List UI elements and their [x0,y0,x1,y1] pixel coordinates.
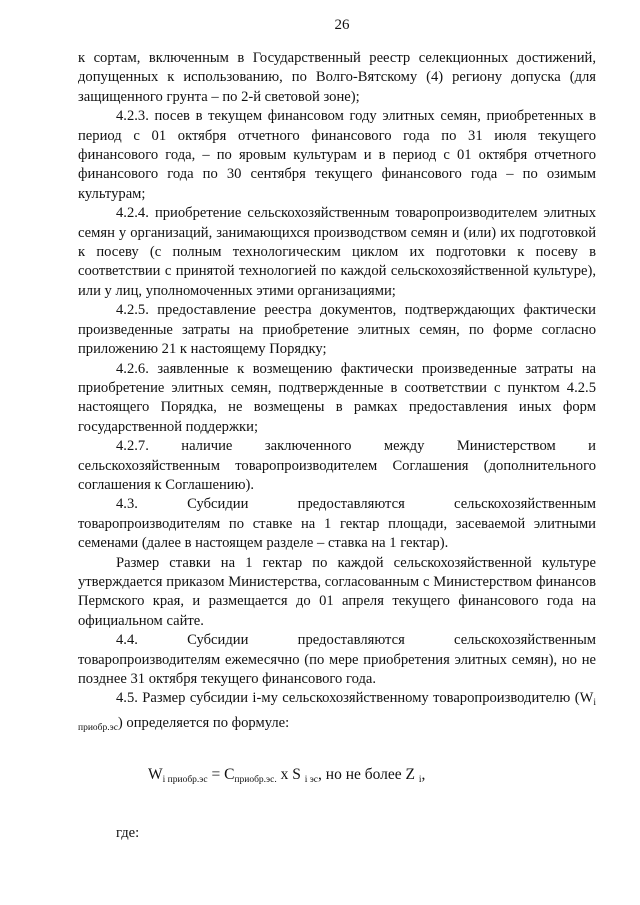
paragraph-4-4: 4.4. Субсидии предоставляются сельскохозяйственным товаропроизводителям ежемесячно (по мере приобретения элитных семян), но не позднее 31 октября текущего финансового года. [78,632,596,687]
where-label: где: [116,825,140,842]
paragraph-4-2-5: 4.2.5. предоставление реестра документов, подтверждающих фактически произведенные затраты на приобретение элитных семян, по форме согласно приложению 21 к настоящему Порядку; [78,302,596,358]
paragraph-4-2-3: 4.2.3. посев в текущем финансовом году элитных семян, приобретенных в период с 01 октября отчетного финансового года по 31 июля текущего финансового года, – по яровым культурам и в период с 01 октября отчетного финансового года по 30 сентября текущего финансового года – по озимым культурам; [78,108,596,202]
paragraph-4-2-7: 4.2.7. наличие заключенного между Министерством и сельскохозяйственным товаропроизводителем Соглашения (дополнительного соглашения к Соглашению). [78,438,596,493]
subsidy-formula [78,765,596,790]
paragraph-rate-size: Размер ставки на 1 гектар по каждой сельскохозяйственной культуре утверждается приказом Министерства, согласованным с Министерством финансов Пермского края, и размещается до 01 апреля текущего финансового года на официальном сайте. [78,554,596,629]
formula-s-subscript: i эс [304,775,319,786]
formula-eq-c: = C [207,766,235,784]
formula-end: , [421,766,426,784]
paragraph-4-2-6: 4.2.6. заявленные к возмещению фактически произведенные затраты на приобретение элитных семян, подтвержденные в соответствии с пунктом 4.2.5 настоящего Порядка, не возмещены в рамках предоставления иных форм государственной поддержки; [78,360,596,435]
paragraph-continuation: к сортам, включенным в Государственный реестр селекционных достижений, допущенных к использованию, по Волго-Вятскому (4) региону допуска (для защищенного грунта – по 2-й световой зоне); [78,50,596,105]
paragraph-4-5-lead: 4.5. Размер субсидии i-му сельскохозяйственному товаропроизводителю (W [116,690,594,707]
paragraph-4-5-subscript: i приобр.эс [78,698,596,733]
paragraph-4-5-tail: ) определяется по формуле: [117,714,290,731]
formula-w: W [148,766,163,784]
paragraph-4-3: 4.3. Субсидии предоставляются сельскохозяйственным товаропроизводителям по ставке на 1 гектар площади, засеваемой элитными семенами (далее в настоящем разделе – ставка на 1 гектар). [78,496,596,552]
formula-limit-z: , но не более Z [318,766,419,784]
formula-w-subscript: i приобр.эс [162,775,208,786]
formula-c-subscript: приобр.эс. [234,775,277,786]
page-number: 26 [334,17,350,33]
paragraph-4-2-4: 4.2.4. приобретение сельскохозяйственным товаропроизводителем элитных семян у организаций, занимающихся производством семян и (или) их подготовкой к посеву (с полным технологическим циклом их подготовки к посеву в соответствии с принятой технологией по каждой сельскохозяйственной культуре), или у лиц, уполномоченных этими организациями; [78,205,596,299]
formula-z-subscript: i [418,775,422,786]
formula-times-s: x S [276,766,305,784]
paragraph-4-5 [78,689,596,738]
